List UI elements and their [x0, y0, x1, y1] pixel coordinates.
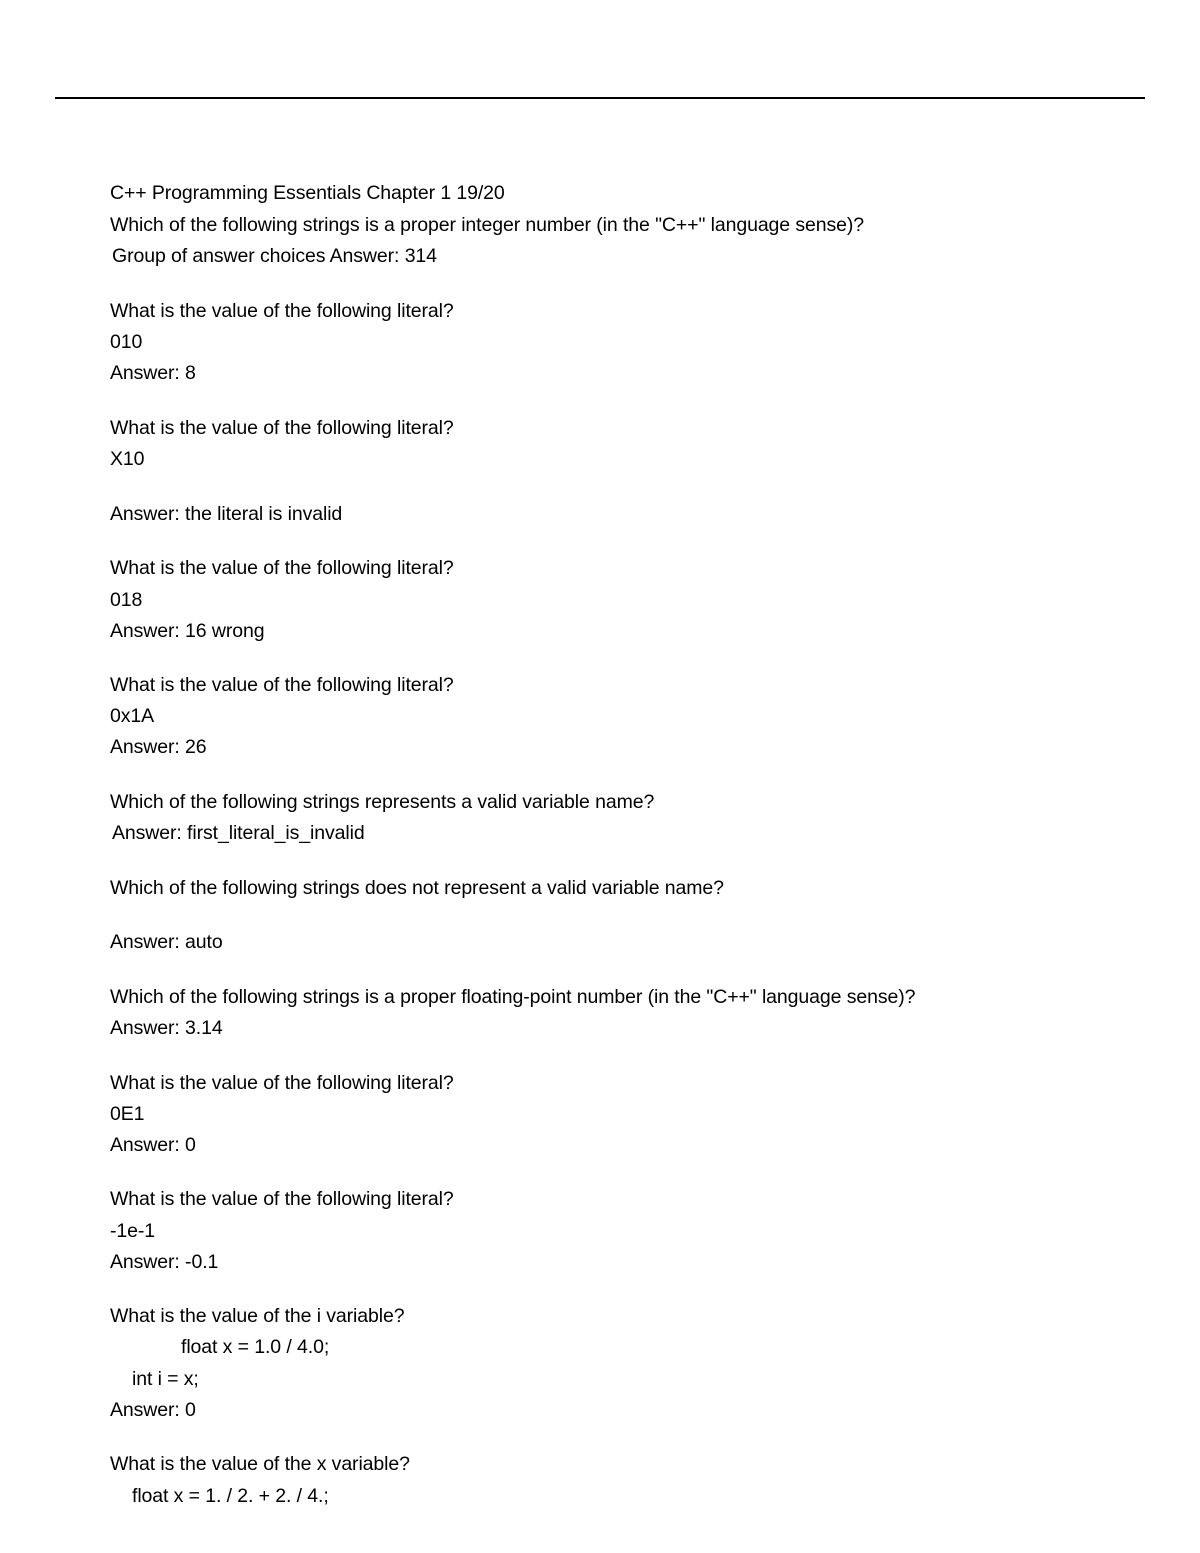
literal-text: 0E1: [110, 1103, 145, 1125]
question-text: What is the value of the following literal?: [110, 557, 454, 579]
question-text: What is the value of the i variable?: [110, 1305, 405, 1327]
question-text: What is the value of the following literal?: [110, 300, 454, 322]
code-line: int i = x;: [132, 1368, 199, 1390]
answer-text: Answer: 0: [110, 1134, 196, 1156]
literal-text: X10: [110, 448, 145, 470]
question-text: Which of the following strings represents a valid variable name?: [110, 791, 655, 813]
answer-text: Answer: 16 wrong: [110, 620, 265, 642]
question-text: What is the value of the following literal?: [110, 674, 454, 696]
answer-text: Answer: 3.14: [110, 1017, 223, 1039]
answer-text: Group of answer choices Answer: 314: [112, 245, 437, 267]
question-text: What is the value of the following literal?: [110, 1188, 454, 1210]
question-text: What is the value of the following literal?: [110, 1072, 454, 1094]
answer-text: Answer: first_literal_is_invalid: [112, 822, 365, 844]
answer-text: Answer: auto: [110, 931, 223, 953]
answer-text: Answer: 26: [110, 736, 207, 758]
literal-text: 0x1A: [110, 705, 155, 727]
question-text: What is the value of the x variable?: [110, 1453, 410, 1475]
answer-text: Answer: the literal is invalid: [110, 503, 343, 525]
question-text: Which of the following strings is a proper floating-point number (in the "C++" language sense)?: [110, 986, 916, 1008]
code-line: float x = 1.0 / 4.0;: [181, 1336, 330, 1358]
answer-text: Answer: 0: [110, 1399, 196, 1421]
question-text: Which of the following strings does not represent a valid variable name?: [110, 877, 724, 899]
literal-text: 010: [110, 331, 143, 353]
literal-text: -1e-1: [110, 1220, 156, 1242]
literal-text: 018: [110, 589, 143, 611]
question-text: Which of the following strings is a proper integer number (in the "C++" language sense)?: [110, 214, 865, 236]
answer-text: Answer: -0.1: [110, 1251, 219, 1273]
answer-text: Answer: 8: [110, 362, 196, 384]
document-title: C++ Programming Essentials Chapter 1 19/20: [110, 182, 505, 204]
code-line: float x = 1. / 2. + 2. / 4.;: [132, 1485, 329, 1507]
question-text: What is the value of the following literal?: [110, 417, 454, 439]
header-rule: [55, 97, 1145, 99]
